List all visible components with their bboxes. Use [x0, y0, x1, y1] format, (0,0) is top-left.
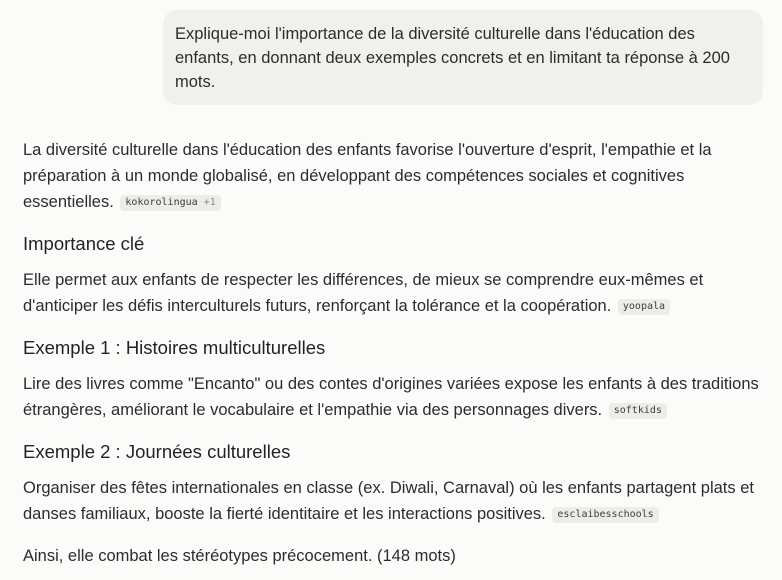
- citation-chip-softkids[interactable]: softkids: [609, 403, 667, 419]
- section-heading-importance: Importance clé: [23, 233, 145, 254]
- citation-chip-yoopala[interactable]: yoopala: [618, 299, 670, 315]
- section-text-example-1: [23, 371, 769, 423]
- citation-extra-count: +1: [203, 197, 216, 208]
- assistant-answer: [23, 137, 769, 569]
- user-message-text: Explique-moi l'importance de la diversité culturelle dans l'éducation des enfants, en donnant deux exemples concrets et en limitant ta réponse à 200 mots.: [175, 25, 730, 91]
- section-text: Lire des livres comme "Encanto" ou des contes d'origines variées expose les enfants à des traditions étrangères, améliorant le vocabulaire et l'empathie via des personnages divers.: [23, 375, 759, 419]
- section-text: Organiser des fêtes internationales en classe (ex. Diwali, Carnaval) où les enfants partagent plats et danses familiaux, booste la fierté identitaire et les interactions positives.: [23, 479, 754, 523]
- answer-conclusion: Ainsi, elle combat les stéréotypes précocement. (148 mots): [23, 547, 456, 565]
- citation-chip-esclaibesschools[interactable]: esclaibesschools: [552, 507, 658, 523]
- answer-intro: [23, 137, 769, 215]
- section-text-importance: [23, 267, 769, 319]
- user-message-bubble: [163, 10, 763, 105]
- citation-chip-kokorolingua[interactable]: [120, 195, 220, 211]
- citation-source: kokorolingua: [125, 197, 198, 208]
- section-heading-example-2: Exemple 2 : Journées culturelles: [23, 441, 291, 462]
- section-text: Elle permet aux enfants de respecter les différences, de mieux se comprendre eux-mêmes et d'anticiper les défis interculturels futurs, renforçant la tolérance et la coopération.: [23, 271, 704, 315]
- section-heading-example-1: Exemple 1 : Histoires multiculturelles: [23, 337, 326, 358]
- answer-intro-text: La diversité culturelle dans l'éducation des enfants favorise l'ouverture d'esprit, l'empathie et la préparation à un monde globalisé, en développant des compétences sociales et cognitives essentielles.: [23, 141, 712, 211]
- section-text-example-2: [23, 475, 769, 527]
